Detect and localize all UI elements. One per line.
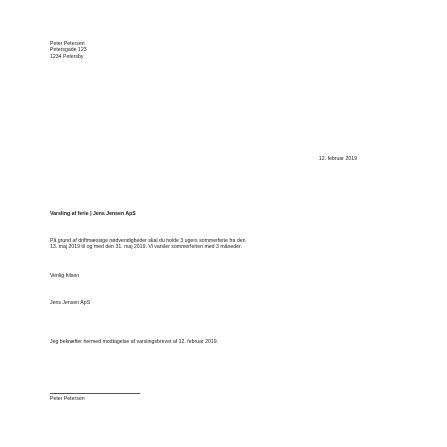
- sender-name: Peter Petersen: [50, 41, 85, 47]
- letter-body: [50, 238, 410, 251]
- sender-address: [50, 41, 87, 60]
- sender-city: 1234 Petersby: [50, 53, 84, 60]
- body-line-1: På grund af driftmæssige nødvendigheder skal du holde 3 ugers sommerferie fra den: [50, 238, 246, 244]
- closing-greeting: Venlig hilsen: [50, 273, 80, 279]
- signature-name: Peter Petersen: [50, 396, 85, 402]
- receipt-confirmation: Jeg bekræfter hermed modtagelse af varslingsbrevet af 12. februar 2019.: [50, 339, 219, 345]
- sender-street: Petersgade 123: [50, 47, 87, 54]
- company-name: Jens Jensen ApS: [50, 300, 91, 306]
- signature-line: [50, 393, 140, 394]
- letter-date: 12. februar 2019: [318, 156, 357, 162]
- body-line-2: 13. maj 2019 til og med den 31. maj 2019. Vi varsler sommerferien med 3 måneder.: [50, 244, 242, 251]
- letter-subject: Varsling af ferie | Jens Jensen ApS: [50, 211, 136, 217]
